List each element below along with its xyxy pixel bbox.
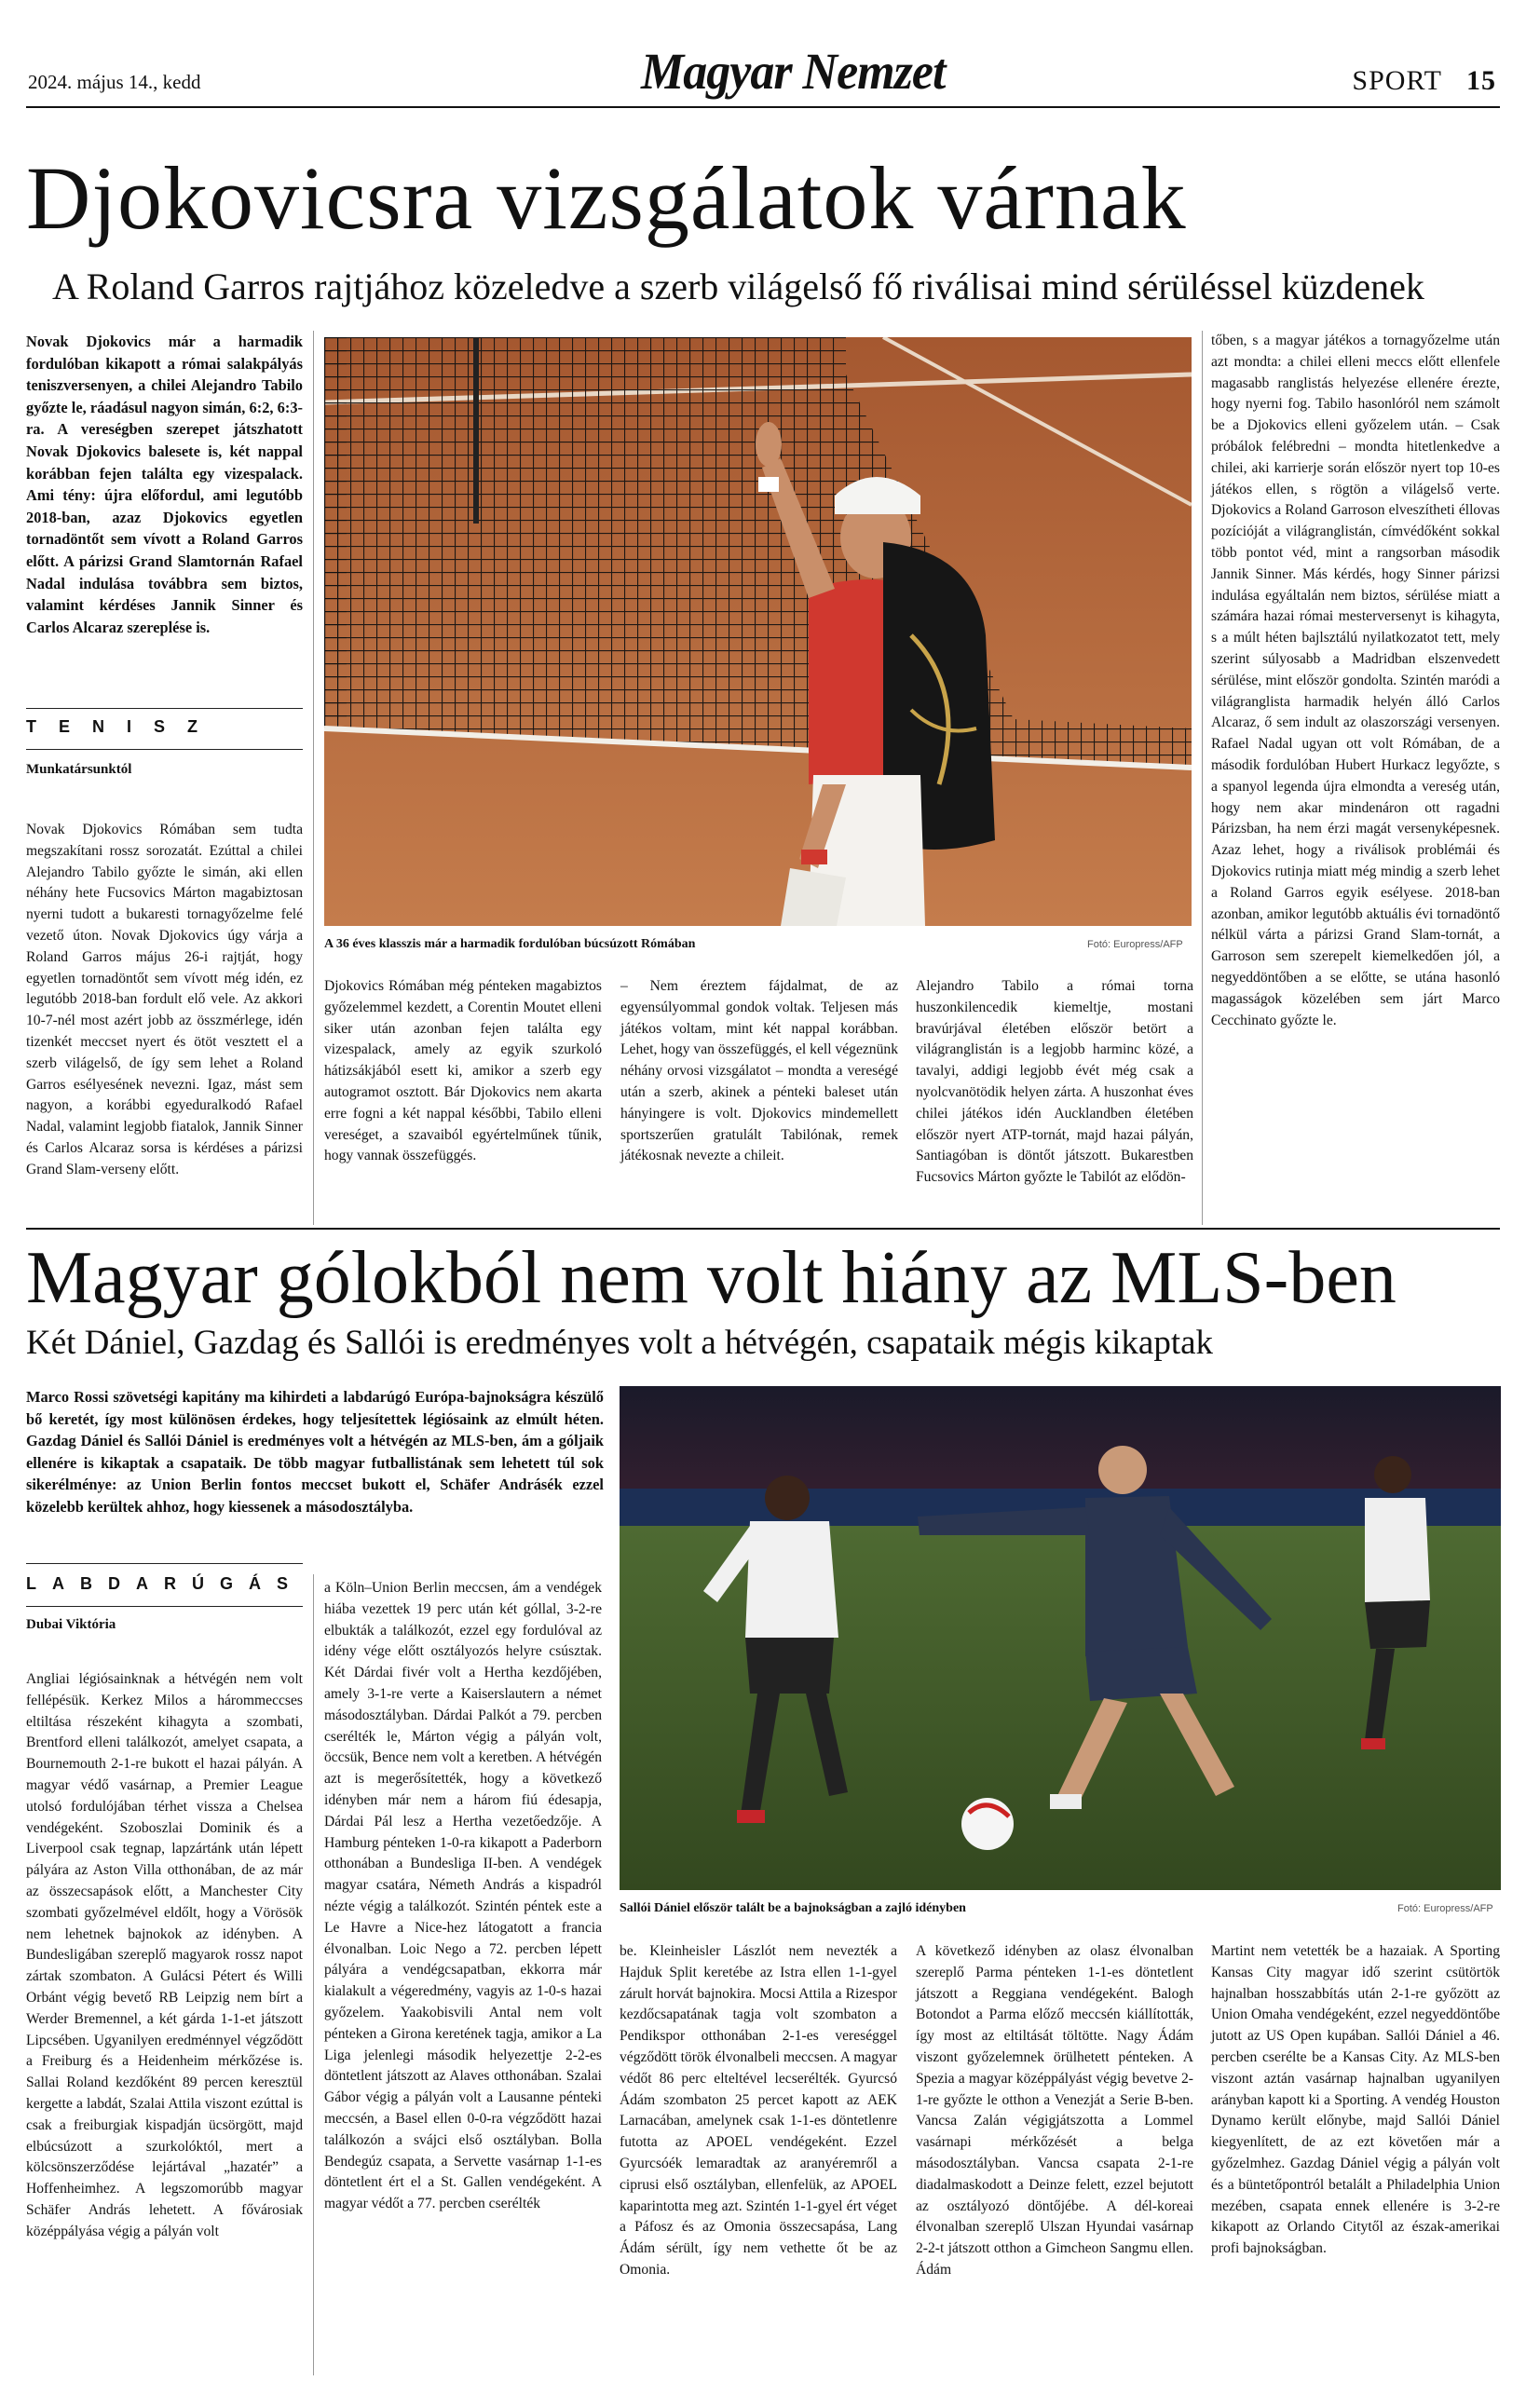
article1-photo-caption: A 36 éves klasszis már a harmadik fordulóban búcsúzott Rómában [324,937,696,951]
article2-lead: Marco Rossi szövetségi kapitány ma kihirdeti a labdarúgó Európa-bajnokságra készülő bő keretét, így most különösen érdekes, hogy teljesítettek légiósaink az elmúlt héten. Gazdag Dániel és Sallói Dániel is eredményes volt a hétvégén az MLS-ben, ám a góljaik ellenére is kikaptak a csapataik. De több magyar futballistának sem lehetett túl sok sikerélménye: az Union Berlin fontos meccset bukott el, Schäfer Andrásék ezzel közelebb kerültek ahhoz, hogy kiessenek a másodosztályba. [26,1388,604,1516]
article2-col2: a Köln–Union Berlin meccsen, ám a vendégek hiába vezettek 19 perc után két góllal, 3-2-re elbukták a találkozót, ezzel egy fordulóval az idény vége előtt osztályozós helyre csúsztak. Két Dárdai fivér volt a Hertha kezdőjében, amely 3-1-re verte a Kaiserslautern a német másodosztályban. Dárdai Palkót a 79. percben cserélték le, Márton végig a pályán volt, öccsük, Bence nem volt a keretben. A hétvégén azt is megerősítették, hogy a következő idényben már nem a három fiú édesapja, Dárdai Pál lesz a Hertha vezetőedzője. A Hamburg pénteken 1-0-ra kikapott a Paderborn otthonában a Bundesliga II-ben. A vendégek magyar csatára, Németh András a kispadról nézte végig a találkozót. Szintén péntek este a Le Havre a Nice-hez látogatott a francia élvonalban. Loic Nego a 72. percben lépett pályára a vendégcsapatban, ekkorra már kialakult a végeredmény, vagyis az 1-0-s hazai győzelem. Yaakobisvili Antal nem volt pénteken a Girona keretének tagja, amikor a La Liga jelenlegi második helyezettje 2-2-es döntetlent játszott az Alaves otthonában. Szalai Gábor végig a pályán volt a Lausanne pénteki meccsén, a Basel ellen 0-0-ra végződött hazai találkozón a svájci első osztályban. Bolla Bendegúz csapata, a Servette vasárnap 1-1-es döntetlent ért el a St. Gallen vendégeként. A magyar védőt a 77. percben cserélték [324,1580,602,2212]
article1-byline: Munkatársunktól [26,762,132,777]
header-rule [26,106,1500,108]
article1-subtitle: A Roland Garros rajtjához közeledve a szerb világelső fő riválisai mind sérüléssel küzdenek [52,265,1424,307]
section-name: SPORT [1352,65,1442,96]
article1-col1: Novak Djokovics Rómában sem tudta megszakítani rossz sorozatát. Ezúttal a chilei Alejandro Tabilo győzte le simán, aki ellen néhány hete Fucsovics Márton magabiztosan nyerni tudott a bukaresti tornagyőzelme felé vezető úton. Novak Djokovics úgy várja a Roland Garros május 26-i rajtját, hogy egyetlen tornadöntőt sem vívott még idén, ez legutóbb 2018-ban fordult elő vele. Az akkori 10-7-nél most azért jobb az összmérlege, idén tizenkét meccset nyert és ötöt vesztett el a szerb világelső, de így sem lehet a Roland Garros esélyesének nevezni. Igaz, mást sem nagyon, a korábbi egyeduralkodó Rafael Nadal, valamint legjobb fiatalok, Jannik Sinner és Carlos Alcaraz sorsa is kérdéses a párizsi Grand Slam-verseny előtt. [26,822,303,1177]
divider [26,749,303,750]
divider [26,708,303,709]
salloi-image [620,1386,1501,1890]
column-divider [313,331,314,1225]
article1-col5: tőben, s a magyar játékos a tornagyőzelme után azt mondta: a chilei elleni meccs előtt ellenfele magasabb ranglistás helyezése ellenére érezte, hogy nyerni fog. Tabilo hasonlóról nem számolt be a Djokovics elleni győzelem után. – Csak próbálok felébredni – mondta hitetlenkedve a chilei, aki karrierje során először nyert top 10-es játékos ellen, s rögtön a világelső verte. Djokovics a Roland Garroson elveszítheti éllovas pozícióját a világranglistán, címvédőként sokkal több pontot véd, mint a rangsorban második Jannik Sinner. Más kérdés, hogy Sinner párizsi indulása egyáltalán nem biztos, sérülése miatt a számára hazai római mesterversenyt is kihagyta, s a múlt héten bajlsztálú nyilatkozatot tett, mely szerint súlyosabb a Madridban elszenvedett sérülése, mint először gondolta. Szintén maródi a világranglista harmadik helyén álló Carlos Alcaraz, ő sem indult az olaszországi versenyen. Rafael Nadal ugyan ott volt Rómában, de a második fordulóban Hubert Hurkacz legyőzte, s a spanyol legenda újra elmondta a vereség után, hogy nem akar mindenáron ott ragadni Párizsban, ha nem érzi magát versenyképesnek. Azaz lehet, hogy a riválisok problémái és Djokovics rutinja miatt még mindig a szerb lehet a Roland Garros egyik esélyese. 2018-ban azonban, amikor legutóbb aktuális évi tornadöntő nélkül várta a párizsi Grand Slam-tornát, a Garroson sem szerepelt kiemelkedően jól, a negyeddöntőben a se előtte, se utána hasonló magasságok közelében sem járt Marco Cecchinato győzte le. [1211,333,1500,1028]
article2-col4: A következő idényben az olasz élvonalban szereplő Parma pénteken 1-1-es döntetlent játszott a Reggiana vendégeként. Balogh Botondot a Parma előző meccsén kiállították, így most az eltiltását töltötte. Nagy Ádám viszont győzelemnek örülhetett pénteken. A Spezia a magyar középpályást végig bevetve 2-1-re győzte le otthon a Venezját a Serie B-ben. Vancsa Zalán végigjátszotta a Lommel vasárnapi mérkőzését a belga másodosztályban. Vancsa csapata 2-1-re diadalmaskodott a Deinze felett, ezzel bejutott az osztályozó döntőjébe. A dél-koreai élvonalban szereplő Ulszan Hyundai vasárnap 2-2-t játszott otthon a Gimcheon Sangmu ellen. Ádám [916,1943,1193,2278]
divider [26,1606,303,1607]
article2-photo-credit: Fotó: Europress/AFP [1397,1903,1493,1914]
issue-date: 2024. május 14., kedd [28,71,201,93]
article2-title: Magyar gólokból nem volt hiány az MLS-ben [26,1237,1397,1319]
section-divider [26,1228,1500,1230]
newspaper-logo: Magyar Nemzet [641,44,946,101]
section-header [1352,65,1496,97]
article2-photo-caption: Sallói Dániel először talált be a bajnokságban a zajló idényben [620,1901,966,1915]
djokovic-image [324,337,1192,926]
article2-subtitle: Két Dániel, Gazdag és Sallói is eredményes volt a hétvégén, csapataik mégis kikaptak [26,1324,1214,1362]
article1-lead: Novak Djokovics már a harmadik fordulóban kikapott a római salakpályás teniszversenyen, a chilei Alejandro Tabilo győzte le, ráadásul nagyon simán, 6:2, 6:3-ra. A vereségben szerepet játszhatott Novak Djokovics balesete is, két nappal korábban fejen találta egy vizespalack. Ami tény: újra előfordul, ami legutóbb 2018-ban, azaz Djokovics egyetlen tornadöntőt sem vívott a Roland Garros előtt. A párizsi Grand Slamtornán Rafael Nadal indulása továbbra sem biztos, valamint kérdéses Jannik Sinner és Carlos Alcaraz szereplése is. [26,333,303,636]
article2-byline: Dubai Viktória [26,1617,116,1632]
article1-photo-credit: Fotó: Europress/AFP [1087,939,1183,950]
article1-kicker: TENISZ [26,717,221,736]
column-divider [1202,331,1203,1225]
page-number: 15 [1466,65,1496,96]
article1-col3: – Nem éreztem fájdalmat, de az egyensúlyommal gondok voltak. Teljesen más játékos voltam, mint két nappal korábban. Lehet, hogy van összefüggés, el kell végeznünk néhány orvosi vizsgálatot – mondta a vereségé után a szerb, akinek a pénteki baleset után hányingere is volt. Djokovics mindemellett sportszerűen gratulált Tabilónak, remek játékosnak nevezte a chileit. [620,978,898,1164]
divider [26,1563,303,1564]
article1-col4: Alejandro Tabilo a római torna huszonkilencedik kiemeltje, mostani bravúrjával életében először betört a világranglistán is a legjobb harminc közé, a tavalyi, addigi legjobb évét még csak a nyolcvanötödik helyen zárta. A huszonhat éves chilei játékos idén Aucklandben életében először nyert ATP-tornát, majd hazai pályán, Santiagóban is döntőt játszott. Bukarestben Fucsovics Márton győzte le Tabilót az elődön- [916,978,1193,1186]
article1-title: Djokovicsra vizsgálatok várnak [26,148,1187,248]
article2-col1: Angliai légiósainknak a hétvégén nem volt fellépésük. Kerkez Milos a hárommeccses eltiltása részeként kihagyta a szombati, Brentford elleni találkozót, amelyet csapata, a Bournemouth 2-1-re bukott el hazai pályán. A magyar védő vasárnap, a Premier League utolsó fordulójában térhet vissza a Chelsea vendégeként. Szoboszlai Dominik és a Liverpool csak tegnap, lapzártánk után lépett pályára az Aston Villa otthonában, de az már az összecsapások előtt, a Manchester City szombati győzelmével eldőlt, hogy a Vörösök nem lehetnek bajnokok az idényben. A Bundesligában szereplő magyarok rossz napot zártak szombaton. A Gulácsi Pétert és Willi Orbánt végig bevető RB Leipzig nem bírt a Werder Bremennel, a két gárda 1-1-et játszott Lipcsében. Ugyanilyen eredménnyel végződött a Freiburg és a Heidenheim mérkőzése is. Sallai Roland kezdőként 89 percen keresztül kergette a labdát, Szalai Attila viszont ezúttal is csak a freiburgiak kispadján ücsörgött, majd elbúcsúzott a szurkolóktól, mert a kölcsönszerződése lejártával „hazatér” a Hoffenheimhez. A legszomorúbb magyar Schäfer András lehetett. A fővárosiak középpályása végig a pályán volt [26,1671,303,2239]
column-divider [313,1574,314,2375]
article2-col3: be. Kleinheisler Lászlót nem nevezték a Hajduk Split keretébe az Istra ellen 1-1-gyel zárult horvát bajnokira. Mocsi Attila a Rizespor kezdőcsapatának tagja volt szombaton a Pendikspor otthonában 2-1-es vereséggel végződött török élvonalbeli meccsen. A magyar védőt 86 perc elteltével lecserélték. Gyurcsó Ádám szombaton 25 percet kapott az AEK Larnacában, amelynek csak 1-1-es döntetlenre futotta az APOEL vendégeként. Ezzel Gyurcsóék lemaradtak az aranyéremről a ciprusi első osztályban, ellenfelük, az APOEL kaparintotta meg azt. Szintén 1-1-gyel ért véget a Páfosz és az Omonia összecsapása, Lang Ádám sérült, így nem vethette őt be az Omonia. [620,1943,897,2278]
article1-col2: Djokovics Rómában még pénteken magabiztos győzelemmel kezdett, a Corentin Moutet elleni siker után azonban fejen találta egy vizespalack, amely az egyik szurkoló hátizsákjából esett ki, amikor a szerb egy autogramot osztott. Bár Djokovics nem akarta erre fogni a két nappal későbbi, Tabilo elleni vereséget, a szavaiból egyértelműnek tűnik, hogy vannak összefüggés. [324,978,602,1164]
soccer-photo [620,1386,1501,1890]
article2-kicker: LABDARÚGÁS [26,1574,304,1593]
article2-col5: Martint nem vetették be a hazaiak. A Sporting Kansas City magyar idő szerint csütörtök hajnalban hosszabbítás után 2-1-re győzött az Union Omaha vendégeként, ezzel negyeddöntőbe jutott az US Open kupában. Sallói Dániel a 46. percben cserélte be a Kansas City. Az MLS-ben viszont aztán vasárnap hajnalban ugyanilyen arányban kapott ki a Sporting. A vendég Houston Dynamo került előnybe, majd Sallói Dániel kiegyenlített, de az ezt követően már a győzelmhez. Gazdag Dániel végig a pályán volt és a büntetőpontról betalált a Philadelphia Union mezében, csapata ennek ellenére is 3-2-re kikapott az Orlando Citytől az észak-amerikai profi bajnokságban. [1211,1943,1500,2257]
tennis-photo [324,337,1192,926]
